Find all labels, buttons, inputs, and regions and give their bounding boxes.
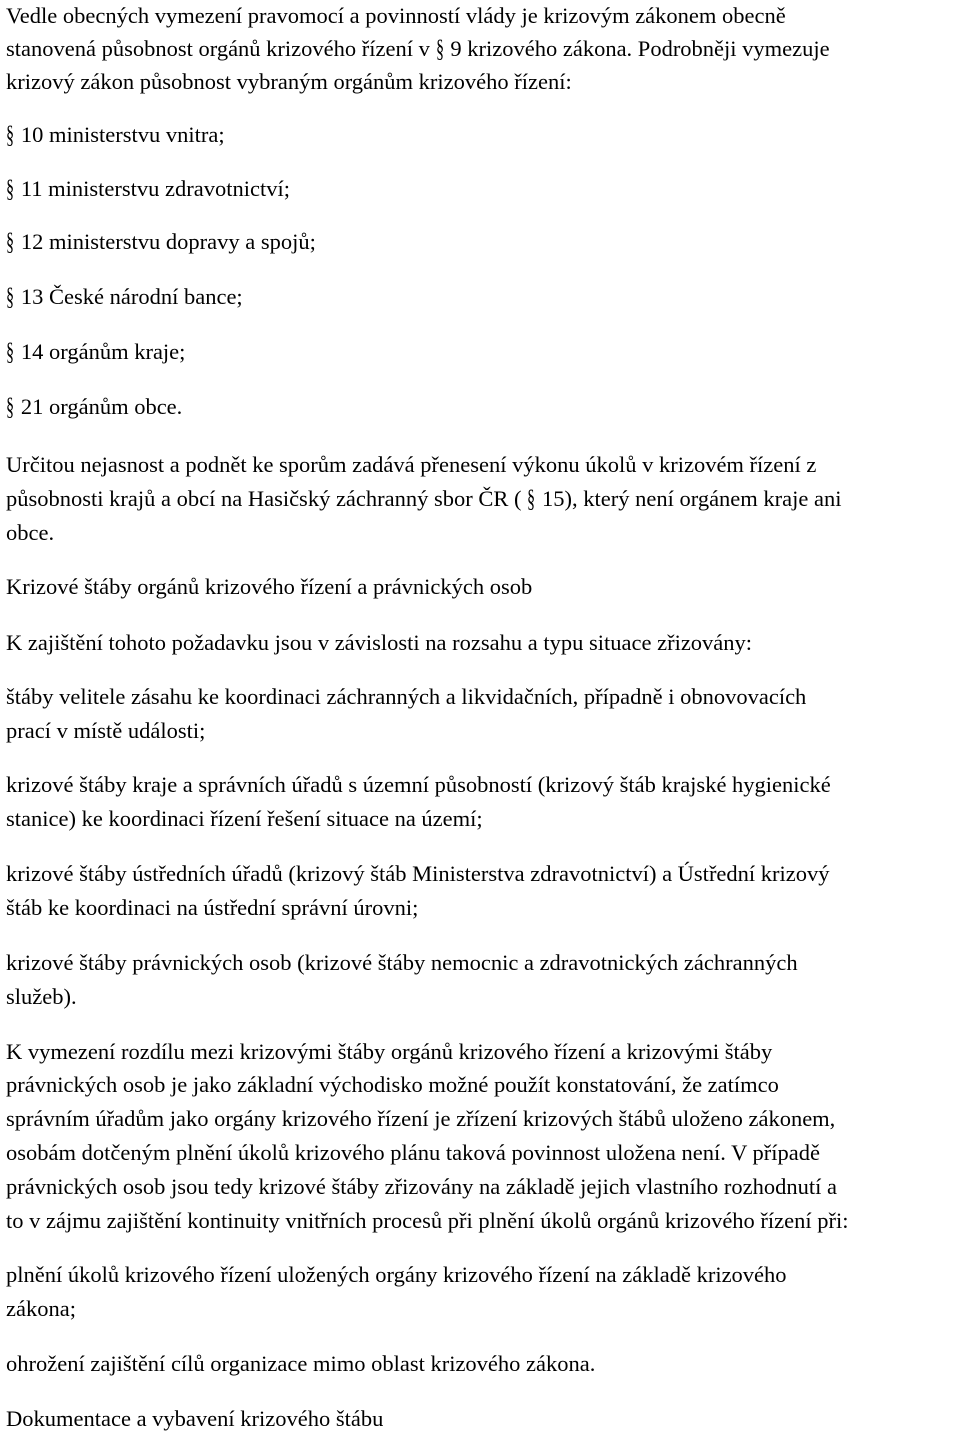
text-line: stanovená působnost orgánů krizového řízení v § 9 krizového zákona. Podrobněji vymezuje bbox=[6, 34, 830, 63]
section-list-item: § 21 orgánům obce. bbox=[6, 392, 183, 421]
text-line: správním úřadům jako orgány krizového řízení je zřízení krizových štábů uloženo zákonem, bbox=[6, 1106, 836, 1131]
section-sign: § bbox=[6, 392, 15, 421]
section-list-item: § 13 České národní bance; bbox=[6, 282, 243, 311]
section-sign: § bbox=[6, 337, 15, 366]
text-line: krizový zákon působnost vybraným orgánům krizového řízení: bbox=[6, 69, 572, 94]
text-line: osobám dotčeným plnění úkolů krizového plánu taková povinnost uložena není. V případě bbox=[6, 1140, 820, 1165]
text-line: služeb). bbox=[6, 984, 77, 1009]
section-sign: § bbox=[435, 34, 444, 63]
section-heading: Krizové štáby orgánů krizového řízení a právnických osob bbox=[6, 574, 533, 599]
text-line: stanice) ke koordinaci řízení řešení situace na území; bbox=[6, 806, 483, 831]
text-line: zákona; bbox=[6, 1296, 76, 1321]
text-line: štáb ke koordinaci na ústřední správní úrovni; bbox=[6, 895, 419, 920]
section-list-item: § 11 ministerstvu zdravotnictví; bbox=[6, 174, 290, 203]
text-line: Vedle obecných vymezení pravomocí a povinností vlády je krizovým zákonem obecně bbox=[6, 3, 786, 28]
section-sign: § bbox=[6, 282, 15, 311]
text-line: právnických osob jsou tedy krizové štáby zřizovány na základě jejich vlastního rozhodnutí a bbox=[6, 1174, 837, 1199]
section-list-item: § 12 ministerstvu dopravy a spojů; bbox=[6, 227, 316, 256]
text-line: prací v místě události; bbox=[6, 718, 206, 743]
section-list-item: § 10 ministerstvu vnitra; bbox=[6, 120, 225, 149]
text-line: štáby velitele zásahu ke koordinaci záchranných a likvidačních, případně i obnovovacích bbox=[6, 684, 807, 709]
text-line: obce. bbox=[6, 520, 55, 545]
text-line: K vymezení rozdílu mezi krizovými štáby orgánů krizového řízení a krizovými štáby bbox=[6, 1039, 773, 1064]
text-line: ohrožení zajištění cílů organizace mimo oblast krizového zákona. bbox=[6, 1351, 596, 1376]
text-line: to v zájmu zajištění kontinuity vnitřních procesů při plnění úkolů orgánů krizového řízení při: bbox=[6, 1208, 849, 1233]
section-sign: § bbox=[6, 174, 15, 203]
section-sign: § bbox=[6, 120, 15, 149]
text-line: K zajištění tohoto požadavku jsou v závislosti na rozsahu a typu situace zřizovány: bbox=[6, 630, 753, 655]
section-sign: § bbox=[6, 227, 15, 256]
text-line: plnění úkolů krizového řízení uložených orgány krizového řízení na základě krizového bbox=[6, 1262, 787, 1287]
text-line: Určitou nejasnost a podnět ke sporům zadává přenesení výkonu úkolů v krizovém řízení z bbox=[6, 452, 817, 477]
text-line: krizové štáby právnických osob (krizové štáby nemocnic a zdravotnických záchranných bbox=[6, 950, 798, 975]
text-line: působnosti krajů a obcí na Hasičský záchranný sbor ČR ( § 15), který není orgánem kraje ani bbox=[6, 484, 842, 513]
text-line: krizové štáby kraje a správních úřadů s územní působností (krizový štáb krajské hygienické bbox=[6, 772, 831, 797]
section-heading: Dokumentace a vybavení krizového štábu bbox=[6, 1406, 384, 1431]
text-line: krizové štáby ústředních úřadů (krizový štáb Ministerstva zdravotnictví) a Ústřední krizový bbox=[6, 861, 830, 886]
section-sign: § bbox=[527, 484, 536, 513]
section-list-item: § 14 orgánům kraje; bbox=[6, 337, 186, 366]
text-line: právnických osob je jako základní východisko možné použít konstatování, že zatímco bbox=[6, 1072, 779, 1097]
